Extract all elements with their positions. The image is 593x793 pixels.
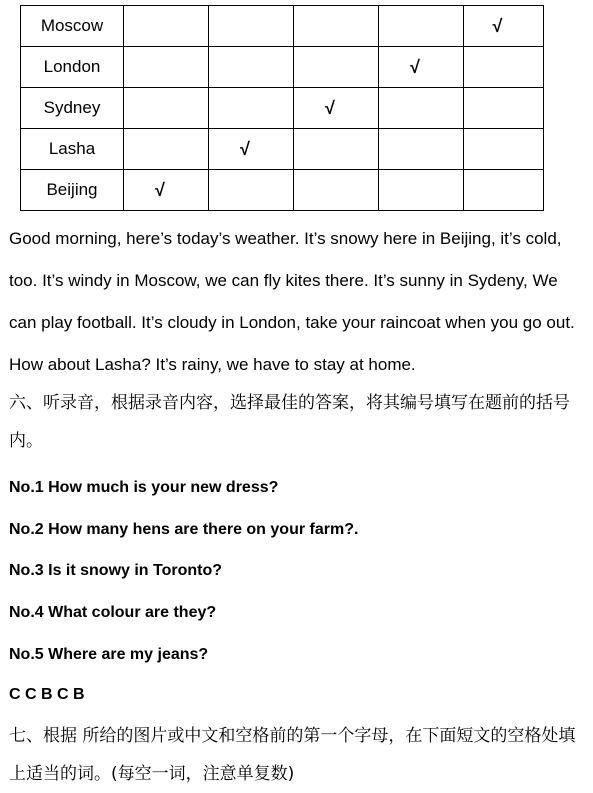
weather-cell: [379, 88, 464, 129]
weather-cell: [124, 47, 209, 88]
table-row: [21, 47, 544, 88]
question-3: No.3 Is it snowy in Toronto?: [9, 562, 223, 579]
city-cell: Lasha: [21, 129, 124, 170]
weather-cell: [209, 129, 294, 170]
city-cell: Moscow: [21, 6, 124, 47]
question-4: No.4 What colour are they?: [9, 604, 217, 621]
weather-cell: [379, 170, 464, 211]
weather-cell: [209, 47, 294, 88]
weather-cell: [464, 88, 544, 129]
weather-cell: [124, 129, 209, 170]
check-mark-icon: √: [325, 97, 335, 118]
question-5: No.5 Where are my jeans?: [9, 646, 209, 663]
check-mark-icon: √: [155, 179, 165, 200]
table-row: [21, 129, 544, 170]
weather-cell: [379, 47, 464, 88]
weather-cell: [209, 6, 294, 47]
weather-cell: [294, 88, 379, 129]
weather-cell: [124, 88, 209, 129]
city-cell: London: [21, 47, 124, 88]
weather-cell: [294, 47, 379, 88]
question-2: No.2 How many hens are there on your farm?.: [9, 521, 359, 538]
section-6-heading: 六、听录音，根据录音内容，选择最佳的答案，将其编号填写在题前的括号内。: [9, 393, 570, 451]
weather-cell: [294, 6, 379, 47]
city-cell: Beijing: [21, 170, 124, 211]
weather-cell: [124, 170, 209, 211]
city-cell: Sydney: [21, 88, 124, 129]
question-1: No.1 How much is your new dress?: [9, 479, 279, 496]
check-mark-icon: √: [492, 15, 503, 36]
weather-cell: [464, 170, 544, 211]
weather-cell: [464, 129, 544, 170]
weather-cell: [209, 170, 294, 211]
check-mark-icon: √: [240, 138, 250, 159]
table-row: [21, 88, 544, 129]
weather-cell: [294, 170, 379, 211]
weather-cell: [294, 129, 379, 170]
check-mark-icon: √: [410, 56, 420, 77]
section-7-heading: 七、根据 所给的图片或中文和空格前的第一个字母，在下面短文的空格处填上适当的词。(每空一词，注意单复数): [9, 726, 576, 784]
weather-cell: [209, 88, 294, 129]
weather-passage: Good morning, here’s today’s weather. It’s snowy here in Beijing, it’s cold, too. It’s windy in Moscow, we can fly kites there. It’s sunny in Sydeny, We can play football. It’s cloudy in London, take your raincoat when you go out. How about Lasha? It’s rainy, we have to stay at home.: [9, 229, 575, 374]
table-row: [21, 6, 544, 47]
weather-cell: [379, 129, 464, 170]
weather-cell: [124, 6, 209, 47]
weather-cell: [464, 6, 544, 47]
weather-cell: [379, 6, 464, 47]
answer-key: C C B C B: [9, 686, 85, 703]
weather-cell: [464, 47, 544, 88]
weather-table: [20, 5, 544, 211]
table-row: [21, 170, 544, 211]
